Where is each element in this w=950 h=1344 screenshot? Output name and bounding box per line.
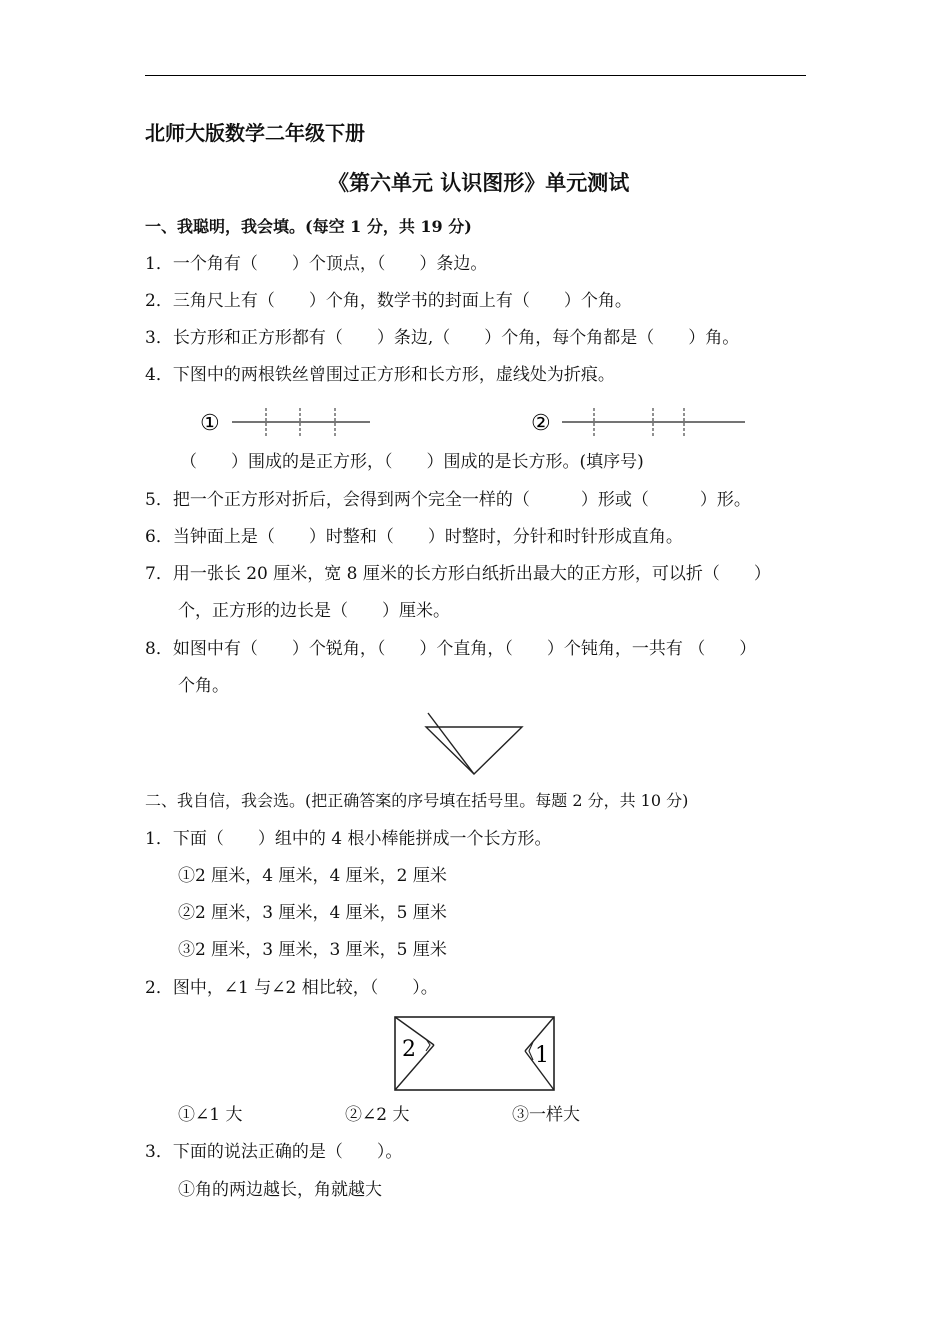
question-2-3: 3．下面的说法正确的是（ ）。 xyxy=(145,1142,403,1162)
question-2-1-option-1: ①2 厘米，4 厘米，4 厘米，2 厘米 xyxy=(178,866,447,886)
question-1-4-answer: （ ）围成的是正方形，（ ）围成的是长方形。(填序号) xyxy=(180,452,644,472)
question-2-2-option-3: ③一样大 xyxy=(512,1105,580,1125)
header-rule xyxy=(145,75,806,76)
question-2-1-option-3: ③2 厘米，3 厘米，3 厘米，5 厘米 xyxy=(178,940,447,960)
wire-figures xyxy=(198,404,758,440)
question-1-8-line2: 个角。 xyxy=(178,676,229,696)
question-1-3: 3．长方形和正方形都有（ ）条边,（ ）个角，每个角都是（ ）角。 xyxy=(145,328,740,348)
question-2-1-option-2: ②2 厘米，3 厘米，4 厘米，5 厘米 xyxy=(178,903,447,923)
question-2-2: 2．图中，∠1 与∠2 相比较，（ ）。 xyxy=(145,978,438,998)
question-1-1: 1．一个角有（ ）个顶点，（ ）条边。 xyxy=(145,254,488,274)
question-2-2-option-1: ①∠1 大 xyxy=(178,1105,243,1125)
book-title: 北师大版数学二年级下册 xyxy=(145,121,365,145)
section1-heading: 一、我聪明，我会填。(每空 1 分，共 19 分) xyxy=(145,217,472,236)
question-1-6: 6．当钟面上是（ ）时整和（ ）时整时，分针和时针形成直角。 xyxy=(145,527,683,547)
question-1-7-line2: 个，正方形的边长是（ ）厘米。 xyxy=(178,601,450,621)
test-title: 《第六单元 认识图形》单元测试 xyxy=(328,170,630,195)
question-1-4: 4．下图中的两根铁丝曾围过正方形和长方形，虚线处为折痕。 xyxy=(145,365,615,385)
envelope-figure xyxy=(392,1014,558,1094)
angle-figure xyxy=(420,710,530,780)
question-1-2: 2．三角尺上有（ ）个角，数学书的封面上有（ ）个角。 xyxy=(145,291,632,311)
angle-2-label: 2 xyxy=(402,1037,416,1062)
question-2-2-option-2: ②∠2 大 xyxy=(345,1105,410,1125)
question-2-1: 1．下面（ ）组中的 4 根小棒能拼成一个长方形。 xyxy=(145,829,552,849)
section2-heading: 二、我自信，我会选。(把正确答案的序号填在括号里。每题 2 分，共 10 分) xyxy=(145,791,689,810)
question-1-8-line1: 8．如图中有（ ）个锐角，（ ）个直角，（ ）个钝角，一共有 （ ） xyxy=(145,639,757,659)
wire-2-label: ② xyxy=(531,411,551,436)
wire-1-label: ① xyxy=(200,411,220,436)
question-1-7-line1: 7．用一张长 20 厘米，宽 8 厘米的长方形白纸折出最大的正方形，可以折（ ） xyxy=(145,564,771,584)
angle-1-label: 1 xyxy=(535,1043,549,1068)
question-2-3-option-1: ①角的两边越长，角就越大 xyxy=(178,1180,382,1200)
question-1-5: 5．把一个正方形对折后，会得到两个完全一样的（ ）形或（ ）形。 xyxy=(145,490,751,510)
